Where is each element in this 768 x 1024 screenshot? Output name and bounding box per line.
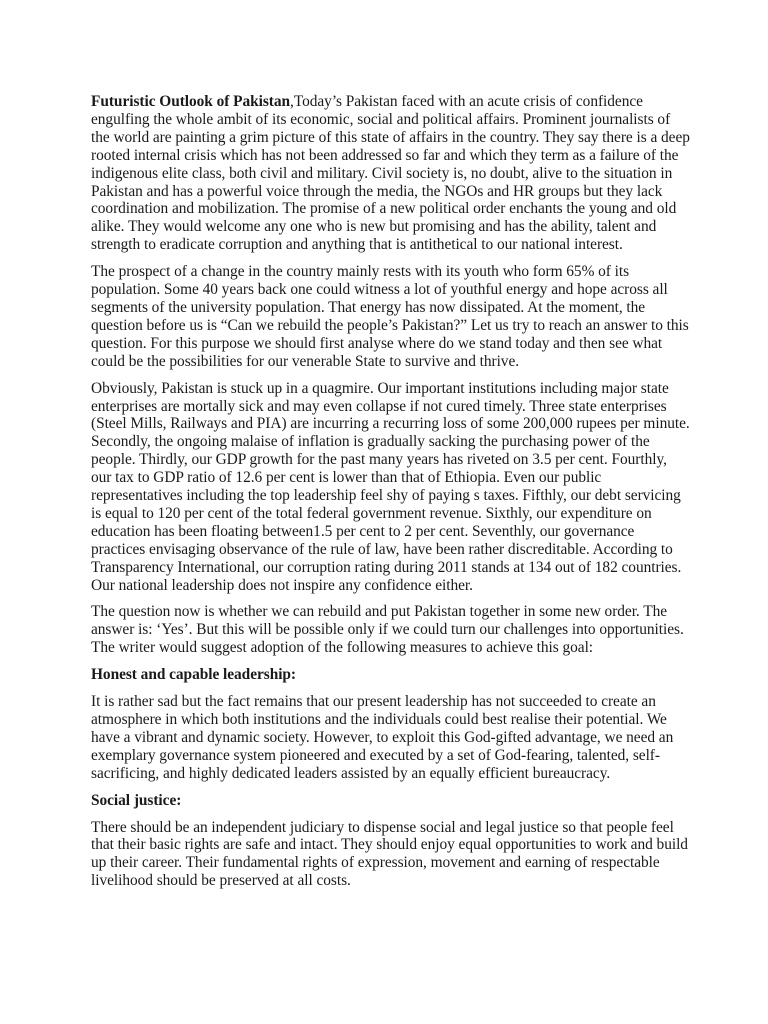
paragraph-quagmire: Obviously, Pakistan is stuck up in a quagmire. Our important institutions including major state enterprises are mortally sick and may even collapse if not cured timely. Three state enterprises (Steel Mills, Railways and PIA) are incurring a recurring loss of some 200,000 rupees per minute. Secondly, the ongoing malaise of inflation is gradually sacking the purchasing power of the people. Thirdly, our GDP growth for the past many years has riveted on 3.5 per cent. Fourthly, our tax to GDP ratio of 12.6 per cent is lower than that of Ethiopia. Even our public representatives including the top leadership feel shy of paying s taxes. Fifthly, our debt servicing is equal to 120 per cent of the total federal government revenue. Sixthly, our expenditure on education has been floating between1.5 per cent to 2 per cent. Seventhly, our governance practices envisaging observance of the rule of law, have been rather discreditable. According to Transparency International, our corruption rating during 2011 stands at 134 out of 182 countries. Our national leadership does not inspire any confidence either.: [91, 379, 690, 594]
section-body-leadership: It is rather sad but the fact remains that our present leadership has not succeeded to create an atmosphere in which both institutions and the individuals could best realise their potential. We have a vibrant and dynamic society. However, to exploit this God-gifted advantage, we need an exemplary governance system pioneered and executed by a set of God-fearing, talented, self-sacrificing, and highly dedicated leaders assisted by an equally efficient bureaucracy.: [91, 693, 674, 782]
section-heading-social-justice: Social justice:: [91, 791, 182, 809]
section-body-social-justice: There should be an independent judiciary to dispense social and legal justice so that people feel that their basic rights are safe and intact. They should enjoy equal opportunities to work and build up their career. Their fundamental rights of expression, movement and earning of respectable livelihood should be preserved at all costs.: [91, 818, 688, 890]
paragraph-youth: The prospect of a change in the country mainly rests with its youth who form 65% of its population. Some 40 years back one could witness a lot of youthful energy and hope across all segments of the university population. That energy has now dissipated. At the moment, the question before us is “Can we rebuild the people’s Pakistan?” Let us try to reach an answer to this question. For this purpose we should first analyse where do we stand today and then see what could be the possibilities for our venerable State to survive and thrive.: [91, 263, 689, 370]
intro-paragraph: [91, 93, 691, 254]
intro-text: ,Today’s Pakistan faced with an acute crisis of confidence engulfing the whole ambit of its economic, social and political affairs. Prominent journalists of the world are painting a grim picture of this state of affairs in the country. They say there is a deep rooted internal crisis which has not been addressed so far and which they term as a failure of the indigenous elite class, both civil and military. Civil society is, no doubt, alive to the situation in Pakistan and has a powerful voice through the media, the NGOs and HR groups but they lack coordination and mobilization. The promise of a new political order enchants the young and old alike. They would welcome any one who is new but promising and has the ability, talent and strength to eradicate corruption and anything that is antithetical to our national interest.: [91, 93, 690, 254]
document-title: Futuristic Outlook of Pakistan: [91, 93, 291, 110]
paragraph-rebuild: The question now is whether we can rebuild and put Pakistan together in some new order. The answer is: ‘Yes’. But this will be possible only if we could turn our challenges into opportunities. The writer would suggest adoption of the following measures to achieve this goal:: [91, 603, 684, 657]
section-heading-leadership: Honest and capable leadership:: [91, 666, 297, 684]
document-page: [91, 93, 691, 899]
